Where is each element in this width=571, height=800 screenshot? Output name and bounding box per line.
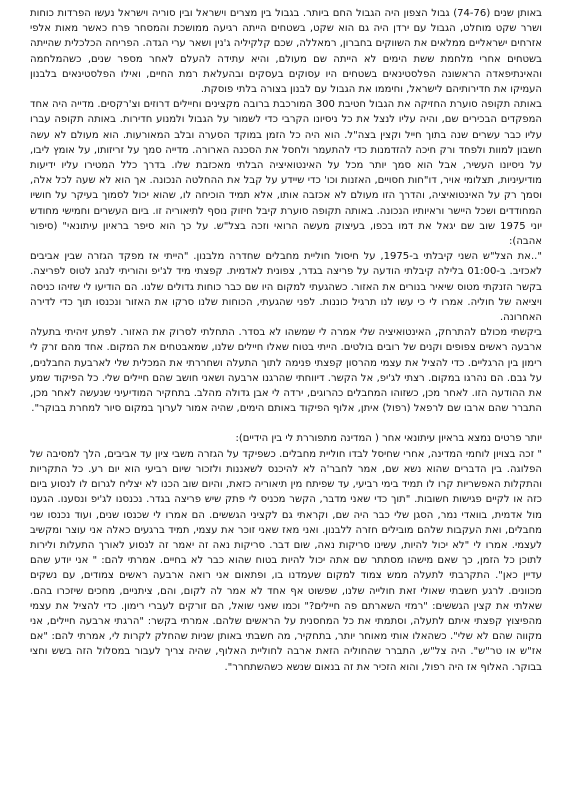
paragraph-interview-quote-2: ביקשתי מכולם להתרחק, האינטואיציה שלי אמרה לי שמשהו לא בסדר. התחלתי לסרוק את האזור. לפתע זיהיתי בתעלה ארבעה ראשים צפופים וקנים של רובים בולטים. הייתי בטוח שאלו חיילים שלנו, שמאבטחים את המקום. אחד מהם זרק לי רימון בין הרגליים. כדי להציל את עצמי מהרסון קפצתי פנימה לתוך התעלה ושחררתי את המכלית שלי לארבעת החבלנים, על גבם. הם נהרגו במקום. רצתי לג'יפ, אל הקשר. דיווחתי שהרגנו ארבעה ושאני חושב שהם חיילים שלי. כל הפיקוד שמע את ההודעה הזו. לאחר מכן, כשזוהו המחבלים כהרוגים, ירדה לי אבן גדולה מהלב. בתחקיר המודיעיני שנעשה לאחר מכן, התברר שהם ארבו שם לרפאל (רפול) איתן, אלוף הפיקוד באותם הימים, שהיה אמור לערוך במקום סיור למחרת בבוקר". — [30, 327, 542, 415]
document-page — [30, 6, 542, 794]
paragraph-second-interview-quote: " זכה בצויון לוחמי המדינה, אחרי שחיסל לבדו חוליית מחבלים. כשפיקד על הגזרה משבי ציון עד אביבים, הלך למסיבה של הפלוגה. בין הדברים שהוא נשא שם, אמר לחבר'ה לא להיכנס לשאננות ולזכור שיום רביעי הוא יום רע. כל התקריות והתקלות האפשריות קרו לו תמיד בימי רביעי, עד שפיתח מין תיאוריה כזאת, והיום שוב הכנו לא יצליח לגרום לו לנסוע ביום כזה או לקיים פגישות חשובות. "תוך כדי שאני מדבר, הקשר מכניס לי פתק שיש פריצה בגדר. נכנסנו לג'יפ ונסענו. הגענו מול אדמית, בוואדי נמר, הסגן שלי כבר היה שם, וקראתי גם לקציני הגששים. הם אמרו לי שכנסו שנים, ועוד נכנסו שני מחבלים, ואת העקבות שלהם מובילים חזרה ללבנון. ואני מאז שאני זוכר את עצמי, תמיד ברגעים כאלה אני עוצר ומקשיב לעצמי. אמרו לי "לא יכול להיות, עשינו סריקות נאה, שום דבר. סריקות נאה זה יאמר זה לנסוע לאורך התעלות ולירות לתוכן כל הזמן, כך שאם מישהו מסתתר שם אתה יכול להיות בטוח שהוא כבר לא בחיים. אמרתי להם: " אני יודע שהם עדיין כאן". התקרבתי לתעלה ממש צמוד למקום שעמדנו בו, ופתאום אני רואה ארבעה ראשים צמודים, עם נשקים מכוונים. לרגע חשבתי שאולי זאת חולייה שלנו, שפשוט אף אחד לא אמר לה לקום, והם, ציתניים, מחכים שיזכרו בהם. שאלתי את קצין הגששים: "רמזי השארתם פה חיילים?" וכמו שאני שואל, הם זורקים לעברי רימון. כדי להציל את עצמי מהפיצוץ קפצתי איתם לתעלה, וסתמתי את כל המחסנית על הראשים שלהם. אמרתי בקשר: "הרגתי ארבעה חיילים, אני מקווה שהם לא שלי". כשהאלו אותי מאוחר יותר, בתחקיר, מה חשבתי באותן שניות שהחלק לקרות לי, אמרתי להם: "אם אז"ש או טר"ש". היה צל"ש, התברר שהחוליה הזאת ארבה לחוליית האלוף, שהיה צריך לעבור במסלול הזה בשש וחצי בבוקר. האלוף אז היה רפול, והוא הזכיר את זה בנאום שנשא כשהשתחרר". — [30, 448, 542, 673]
paragraph-interview-quote-1: "..את הצל"ש השני קיבלתי ב-1975, על חיסול חוליית מחבלים שחדרה מלבנון. "הייתי אז מפקד הגזרה שבין אביבים לאכזיב. ב-01:00 בלילה קיבלתי הודעה על פריצה בגדר, צפונית לאדמית. קפצתי מיד לג'יפ והוריתי לנהג לטוס לפריצה. בקשר הזנקתי מטוס שיאיר בנורים את האזור. כשהגעתי למקום היו שם כבר כוחות גדולים שלנו. הם הודיעו לי שזיהו כניסה ויציאה של חוליה. אמרו לי כי עשו לנו תרגיל כוננות. לפני שהגעתי, הכוחות שלנו סרקו את האזור ונכנסו תוך כדי לדירה האחרונה. — [30, 251, 542, 324]
paragraph-border-context: באותן שנים (74-76) גבול הצפון היה הגבול החם ביותר. בגבול בין מצרים וישראל ובין סוריה וישראל נעשו הפרדות כוחות ושרר שקט מוחלט, הגבול עם ירדן היה גם הוא שקט, בשטחים הייתה רגיעה ממושכת והמסחר פרח כאשר מאות אלפי אזרחים ישראליים ממלאים את השווקים בחברון, רמאללה, שכם קלקיליה ג'נין ושאר ערי הגדה. הפריחה הכלכלית שהייתה בשטחים אחרי מלחמת ששת הימים לא הייתה שם מעולם, והיא עתידה להעלם לאחר מספר שנים, כשהמלחמה והאינתיפאדה הראשונה הפלסטינאים בשטחים היו עסוקים בעסקים ובהעלאת רמת החיים, ואילו הפלסטינאים בלבנון העמיקו את חדירותיהם לישראל, וחיממו את הגבול עם לבנון בצורה בלתי פוסקת. — [30, 8, 542, 96]
paragraph-brigade-300: באותה תקופה סוערת החזיקה את הגבול חטיבת 300 המורכבת ברובה מקצינים וחיילים דרוזים וצ'רקסים. מדייה היה אחד המפקדים הבכירים שם, והיה עליו לנצל את כל ניסיונו הקרבי כדי לשמור על הגבול ולמנוע חדירות. באותה תקופה עברו עליו כבר עשרים שנה בתוך חייל וקצין בצה"ל. הוא היה כל הזמן במוקד הסערה ובלב המאורעות. הוא מעולם לא עשה חשבון למוות ולפחד ורק חיכה להזדמנות כדי להתעמר ולחסל את הסכנה הארורה. מדייה סמך על זריזותו, על אומץ ליבו, על ניסיונו העשיר, אבל הוא סמך יותר מכל על האינטואיציה הבלתי מאכזבת שלו. בדרך כלל המטירו עליו ידיעות מודיעיניות, תצלומי אויר, דו"חות חסויים, האזנות וכו' כדי שיידע על קבל את ההחלטה הנכונה. אך הוא לא שעה לכל אלה, וסמך רק על האינטואיציה, והדרך הזו מעולם לא אכזבה אותו, אלא תמיד הוכיחה לו, שהוא יכול לסמוך בעיקר על חושיו המחודדים ושכל היישר וראיותיו הנכונה. באותה תקופה סוערת קיבל חיזוק נוסף לתיאוריה זו. ביום העשרים וחמישי מחודש יוני 1975 שוב שם יגאל את דמו בכפו, בעיצוק מעשה הרואי וזכה בצל"ש. על כך הוא סיפר בראיון עיתונאי" (סיפור אהבה): — [30, 99, 542, 248]
paragraph-second-interview-intro: יותר פרטים נמצא בראיון עיתונאי אחר ( המדינה מתפוררת לי בין הידיים): — [235, 433, 542, 445]
